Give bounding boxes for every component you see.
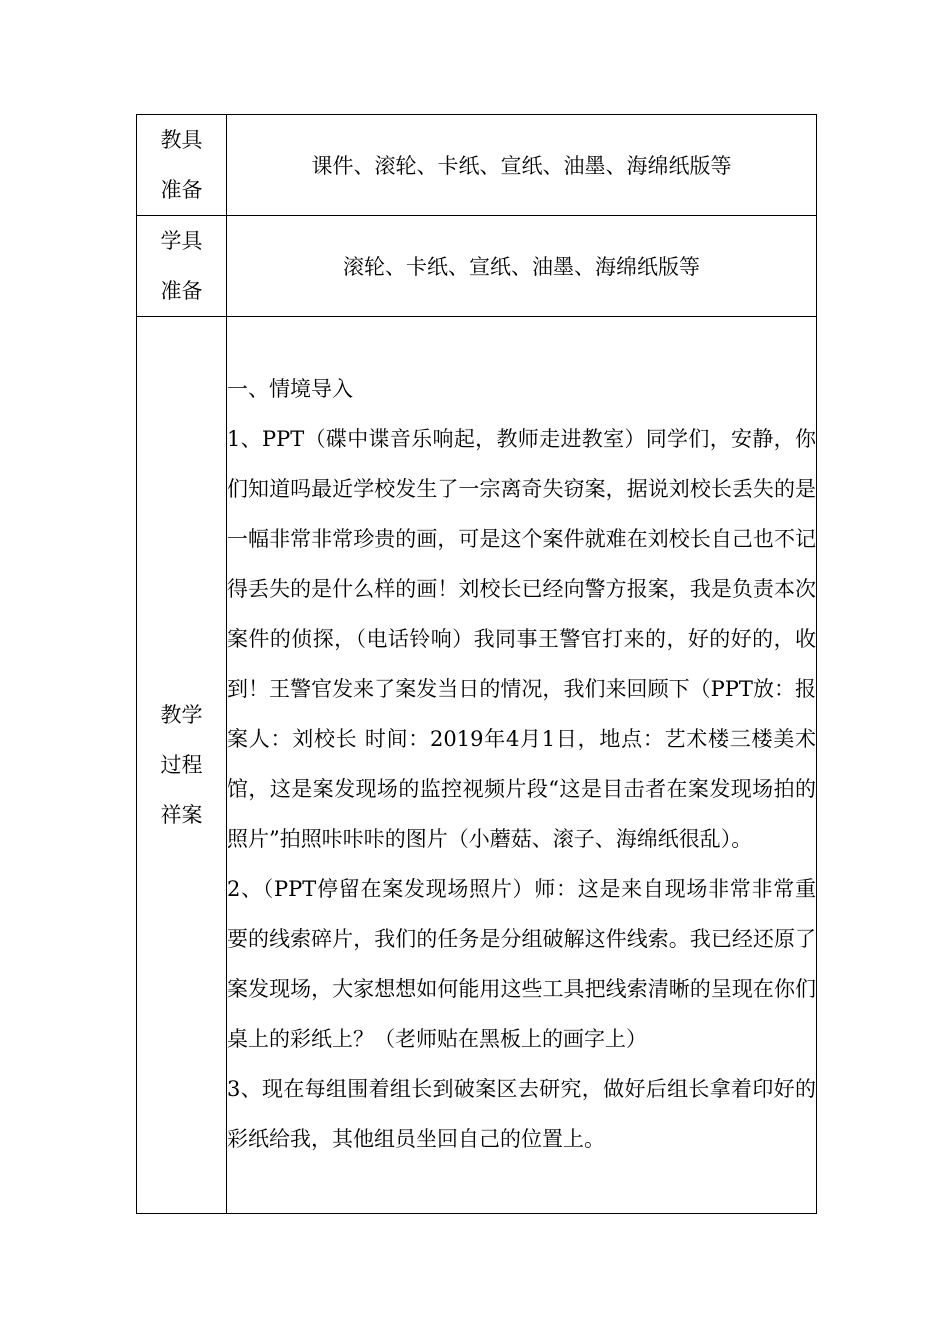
student-tools-label-line1: 学具	[160, 229, 203, 253]
teaching-process-content	[227, 317, 817, 1214]
teaching-process-label-line3: 祥案	[160, 803, 203, 827]
student-tools-label-line2: 准备	[160, 279, 203, 303]
table-row-teaching-process	[137, 317, 817, 1214]
teaching-process-label-line1: 教学	[160, 703, 203, 727]
teaching-process-label	[137, 317, 227, 1214]
table-row-student-tools	[137, 216, 817, 317]
process-paragraph-1: 1、PPT（碟中谍音乐响起，教师走进教室）同学们，安静，你们知道吗最近学校发生了一宗离奇失窃案，据说刘校长丢失的是一幅非常非常珍贵的画，可是这个案件就难在刘校长自己也不记得丢失的是什么样的画！刘校长已经向警方报案，我是负责本次案件的侦探，（电话铃响）我同事王警官打来的，好的好的，收到！王警官发来了案发当日的情况，我们来回顾下（PPT放：报案人：刘校长 时间：2019年4月1日，地点：艺术楼三楼美术馆，这是案发现场的监控视频片段“这是目击者在案发现场拍的照片”拍照咔咔咔的图片（小蘑菇、滚子、海绵纸很乱）。	[227, 427, 816, 851]
teaching-tools-label-line1: 教具	[160, 128, 203, 152]
process-paragraph-3: 3、现在每组围着组长到破案区去研究，做好后组长拿着印好的彩纸给我，其他组员坐回自己的位置上。	[227, 1077, 816, 1151]
lesson-plan-table	[136, 114, 817, 1214]
section-heading: 一、情境导入	[227, 377, 353, 401]
student-tools-value: 滚轮、卡纸、宣纸、油墨、海绵纸版等	[227, 216, 817, 317]
teaching-tools-label	[137, 115, 227, 216]
table-row-teaching-tools	[137, 115, 817, 216]
teaching-tools-label-line2: 准备	[160, 178, 203, 202]
teaching-tools-value: 课件、滚轮、卡纸、宣纸、油墨、海绵纸版等	[227, 115, 817, 216]
student-tools-label	[137, 216, 227, 317]
process-paragraph-2: 2、（PPT停留在案发现场照片）师：这是来自现场非常非常重要的线索碎片，我们的任务是分组破解这件线索。我已经还原了案发现场，大家想想如何能用这些工具把线索清晰的呈现在你们桌上的彩纸上？（老师贴在黑板上的画字上）	[227, 877, 816, 1051]
teaching-process-label-line2: 过程	[160, 753, 203, 777]
